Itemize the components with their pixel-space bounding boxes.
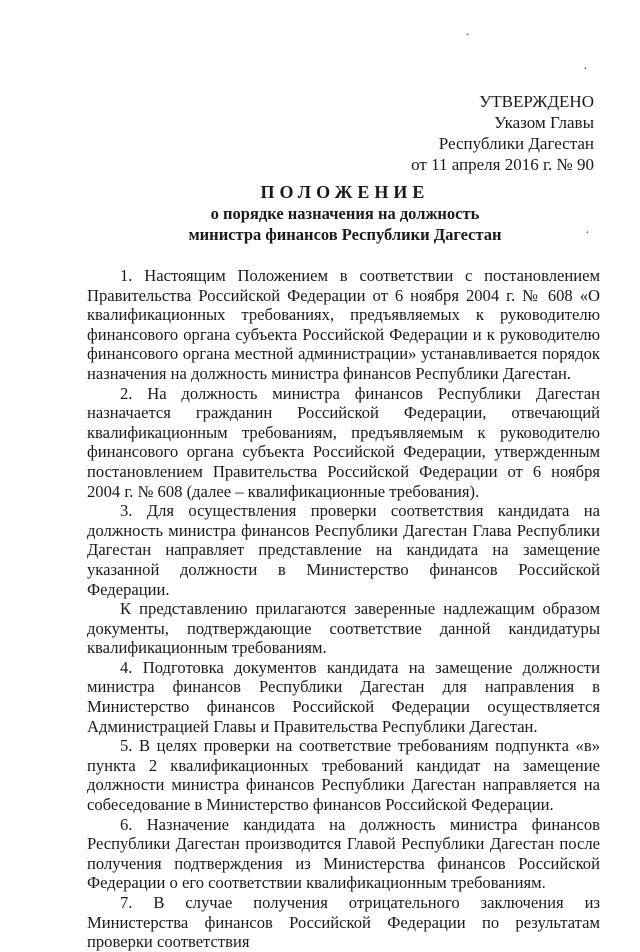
document-subtitle-line-2: министра финансов Республики Дагестан — [188, 225, 502, 244]
paragraph-3: 3. Для осуществления проверки соответствия кандидата на должность министра финансов Республики Дагестан Глава Республики Дагестан направляет представление на кандидата на замещение указанной должности в Министерство финансов Российской Федерации. — [87, 501, 600, 599]
scan-speck-mark: · — [583, 62, 588, 77]
paragraph-1: 1. Настоящим Положением в соответствии с постановлением Правительства Российской Федерации от 6 ноября 2004 г. № 608 «О квалификационных требованиях, предъявляемых к руководителю финансового органа субъекта Российской Федерации и к руководителю финансового органа местной администрации» устанавливается порядок назначения на должность министра финансов Республики Дагестан. — [87, 266, 600, 383]
paragraph-6: 6. Назначение кандидата на должность министра финансов Республики Дагестан производится Главой Республики Дагестан после получения подтверждения из Министерства финансов Российской Федерации о его соответствии квалификационным требованиям. — [87, 814, 600, 893]
document-body — [87, 266, 600, 952]
paragraph-3-continuation: К представлению прилагаются заверенные надлежащим образом документы, подтверждающие соответствие данной кандидатуры квалификационным требованиям. — [87, 599, 600, 658]
approval-stamp — [411, 91, 594, 175]
scan-speck-mark: · — [585, 226, 590, 241]
paragraph-7: 7. В случае получения отрицательного заключения из Министерства финансов Российской Федерации по результатам проверки соответствия — [87, 893, 600, 952]
paragraph-4: 4. Подготовка документов кандидата на замещение должности министра финансов Республики Дагестан для направления в Министерство финансов Российской Федерации осуществляется Администрацией Главы и Правительства Республики Дагестан. — [87, 657, 600, 736]
paragraph-5: 5. В целях проверки на соответствие требованиям подпункта «в» пункта 2 квалификационных требований кандидат на замещение должности министра финансов Республики Дагестан направляется на собеседование в Министерство финансов Российской Федерации. — [87, 736, 600, 815]
scan-speck-mark: · — [465, 28, 470, 43]
approval-decree-line: Указом Главы — [494, 113, 594, 132]
document-title: ПОЛОЖЕНИЕ — [260, 182, 430, 202]
approval-date-line: от 11 апреля 2016 г. № 90 — [411, 155, 594, 174]
paragraph-2: 2. На должность министра финансов Республики Дагестан назначается гражданин Российской Федерации, отвечающий квалификационным требованиям, предъявляемым к руководителю финансового органа субъекта Российской Федерации, утвержденным постановлением Правительства Российской Федерации от 6 ноября 2004 г. № 608 (далее – квалификационные требования). — [87, 383, 600, 501]
approval-republic-line: Республики Дагестан — [438, 134, 594, 153]
document-subtitle-line-1: о порядке назначения на должность — [210, 204, 480, 223]
document-title-block — [90, 181, 600, 245]
approval-heading: УТВЕРЖДЕНО — [479, 92, 594, 111]
